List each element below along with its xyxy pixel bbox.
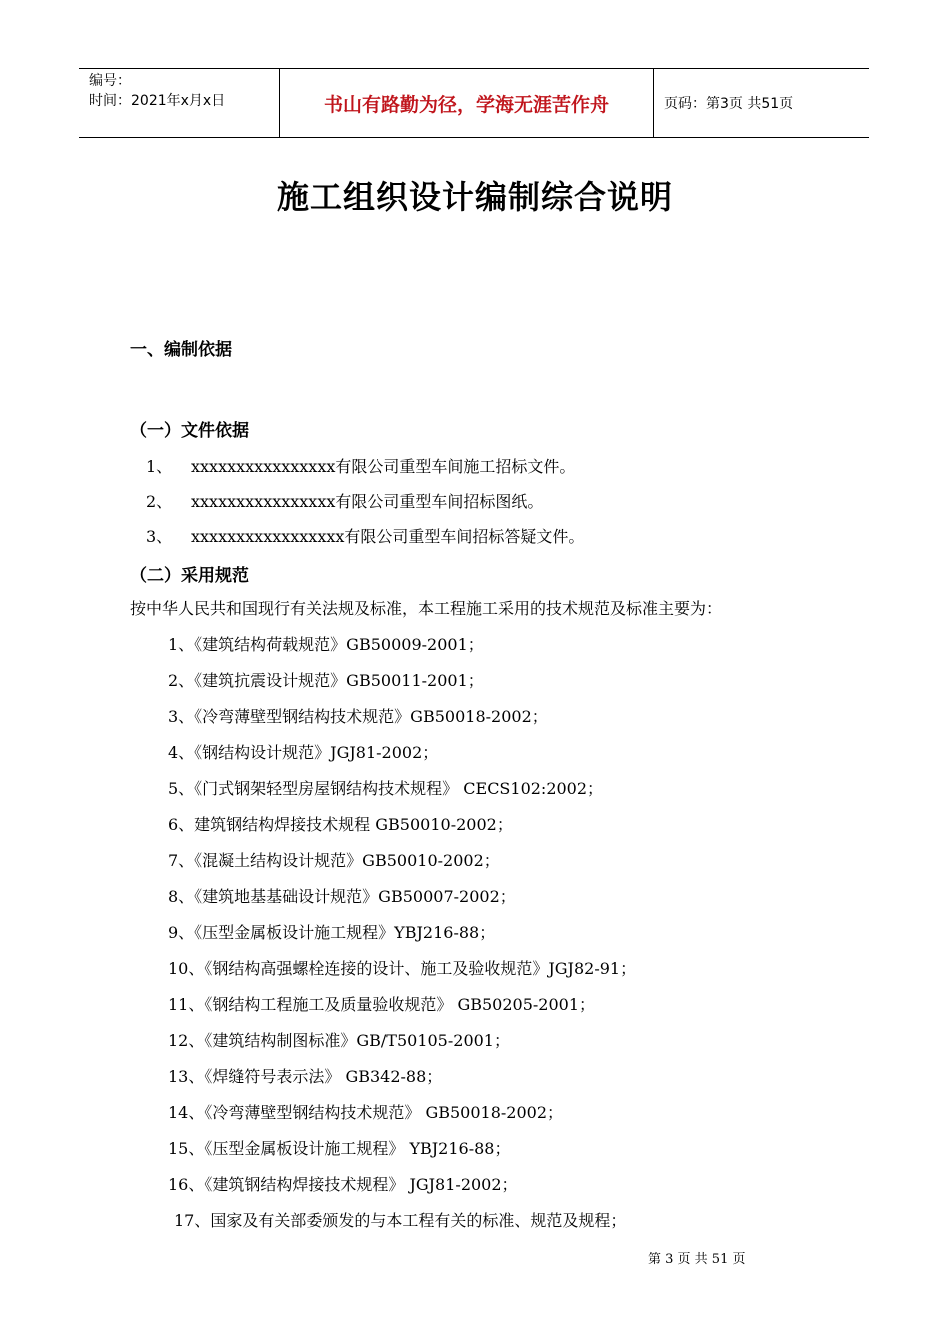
section-heading-basis: 一、编制依据	[130, 340, 232, 360]
document-title: 施工组织设计编制综合说明	[276, 178, 673, 216]
standard-item: 7、《混凝土结构设计规范》GB50010-2002；	[168, 851, 500, 870]
standard-item: 15、《压型金属板设计施工规程》 YBJ216-88；	[168, 1139, 511, 1158]
header-motto: 书山有路勤为径，学海无涯苦作舟	[280, 69, 654, 137]
subsection-heading-documents: （一）文件依据	[130, 421, 249, 441]
standard-item: 17、国家及有关部委颁发的与本工程有关的标准、规范及规程；	[174, 1211, 627, 1230]
standard-item: 10、《钢结构高强螺栓连接的设计、施工及验收规范》JGJ82-91；	[168, 959, 637, 978]
document-item-text: xxxxxxxxxxxxxxxx有限公司重型车间施工招标文件。	[191, 457, 576, 476]
document-item	[146, 454, 576, 477]
standard-item: 9、《压型金属板设计施工规程》YBJ216-88；	[168, 923, 496, 942]
standard-item: 6、建筑钢结构焊接技术规程 GB50010-2002；	[168, 815, 513, 834]
standard-item: 16、《建筑钢结构焊接技术规程》 JGJ81-2002；	[168, 1175, 518, 1194]
document-item-text: xxxxxxxxxxxxxxxx有限公司重型车间招标图纸。	[191, 492, 544, 511]
standard-item: 13、《焊缝符号表示法》 GB342-88；	[168, 1067, 443, 1086]
header-page-info: 页码：第3页 共51页	[664, 96, 794, 112]
standards-intro: 按中华人民共和国现行有关法规及标准，本工程施工采用的技术规范及标准主要为：	[130, 599, 723, 618]
time-label: 时间：2021年x月x日	[89, 93, 226, 109]
page-header	[79, 68, 869, 138]
standard-item: 2、《建筑抗震设计规范》GB50011-2001；	[168, 671, 484, 690]
subsection-heading-standards: （二）采用规范	[130, 566, 249, 586]
standard-item: 8、《建筑地基基础设计规范》GB50007-2002；	[168, 887, 516, 906]
document-item-text: xxxxxxxxxxxxxxxxx有限公司重型车间招标答疑文件。	[191, 527, 585, 546]
standard-item: 5、《门式钢架轻型房屋钢结构技术规程》 CECS102:2002；	[168, 779, 604, 798]
standard-item: 11、《钢结构工程施工及质量验收规范》 GB50205-2001；	[168, 995, 596, 1014]
number-label: 编号：	[89, 73, 131, 89]
document-item	[146, 489, 544, 512]
standard-item: 1、《建筑结构荷载规范》GB50009-2001；	[168, 635, 484, 654]
document-item	[146, 524, 585, 547]
standard-item: 3、《冷弯薄壁型钢结构技术规范》GB50018-2002；	[168, 707, 548, 726]
document-item-number: 1、	[146, 457, 173, 476]
standard-item: 4、《钢结构设计规范》JGJ81-2002；	[168, 743, 439, 762]
header-meta	[79, 69, 280, 137]
document-item-number: 2、	[146, 492, 173, 511]
document-item-number: 3、	[146, 527, 173, 546]
standard-item: 12、《建筑结构制图标准》GB/T50105-2001；	[168, 1031, 510, 1050]
standard-item: 14、《冷弯薄壁型钢结构技术规范》 GB50018-2002；	[168, 1103, 564, 1122]
page-footer: 第 3 页 共 51 页	[648, 1252, 746, 1267]
